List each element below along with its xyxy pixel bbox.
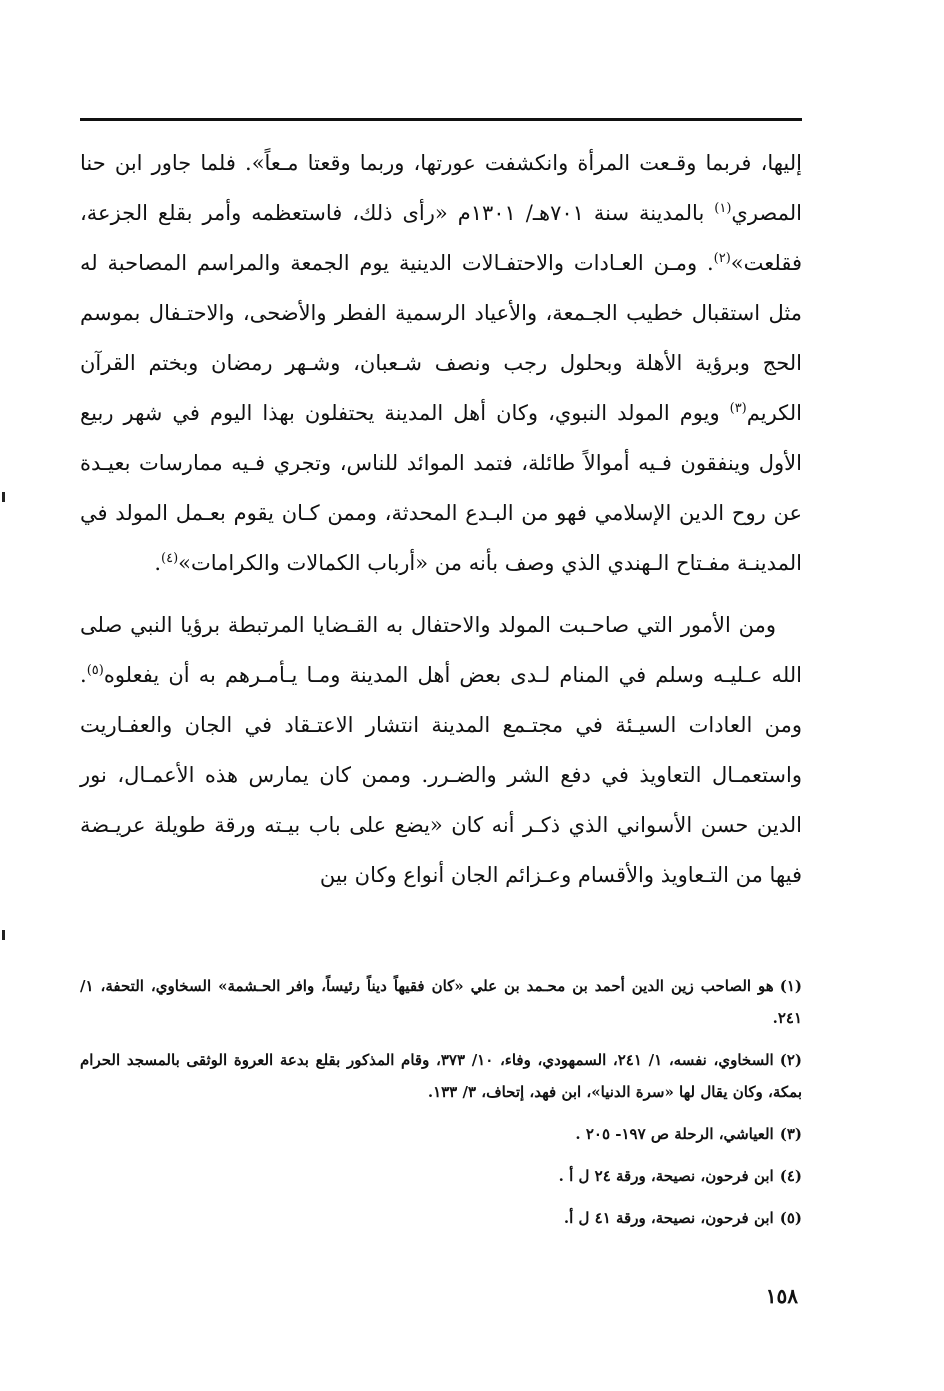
page-number: ١٥٨ xyxy=(765,1284,798,1308)
footnote-number: (٢) xyxy=(779,1051,802,1069)
text-run: إليها، فربما وقـعت المرأة وانكشفت عورتها، وربما وقعتا مـعاً». فلما جاور ابن حنا المصري xyxy=(80,151,802,225)
header-rule xyxy=(80,118,802,121)
text-run: . ومن العادات السيـئة في مجتـمع المدينة انتشار الاعتـقاد في الجان والعفـاريت واستعمـال التعاويذ في دفع الشر والضـرر. وممن كان يمارس هذه الأعمـال، نور الدين حسن الأسواني الذي ذكـر أنه كان «يضع على باب بيـته ورقة طويلة عريـضة فيها من التـعاويذ والأقسام وعـزائم الجان أنواع وكان بين xyxy=(80,663,802,887)
paragraph-1 xyxy=(80,138,802,588)
body-text xyxy=(80,138,802,900)
text-run: بالمدينة سنة ٧٠١هـ/ ١٣٠١م «رأى ذلك، فاستعظمه وأمر بقلع الجزعة، فقلعت» xyxy=(80,201,802,275)
footnote-4 xyxy=(80,1160,802,1192)
footnotes xyxy=(80,970,802,1244)
footnote-5 xyxy=(80,1202,802,1234)
text-run: ومن الأمور التي صاحـبت المولد والاحتفال به القـضايا المرتبطة برؤيا النبي صلى الله عـليـه وسلم في المنام لـدى بعض أهل المدينة ومـا يـأمـرهم به أن يفعلوه xyxy=(80,613,803,687)
footnote-ref: (٣) xyxy=(729,401,747,416)
footnote-number: (١) xyxy=(779,977,802,995)
text-run: ويوم المولد النبوي، وكان أهل المدينة يحتفلون بهذا اليوم في شهر ربيع الأول وينفقون فـيه أموالاً طائلة، فتمد الموائد للناس، وتجري فـيه ممارسات بعيـدة عن روح الدين الإسلامي فهو من البـدع المحدثة، وممن كـان يقوم بعـمل المولد في المدينـة مفـتاح الـهندي الذي وصف بأنه من «أرباب الكمالات والكرامات» xyxy=(80,401,802,575)
footnote-text: ابن فرحون، نصيحة، ورقة ٢٤ ل أ . xyxy=(558,1167,774,1185)
footnote-number: (٤) xyxy=(779,1167,802,1185)
footnote-1 xyxy=(80,970,802,1034)
footnote-text: ابن فرحون، نصيحة، ورقة ٤١ ل أ. xyxy=(563,1209,774,1227)
footnote-2 xyxy=(80,1044,802,1108)
text-run: . ومـن العـادات والاحتفـالات الدينية يوم الجمعة والمراسم المصاحبة له مثل استقبال خطيب الجـمعة، والأعياد الرسمية الفطر والأضحى، والاحتـفال بموسم الحج وبرؤية الأهلة وبحلول رجب ونصف شـعبان، وشـهر رمضان وبختم القرآن الكريم xyxy=(80,251,802,425)
footnote-number: (٥) xyxy=(779,1209,802,1227)
footnote-number: (٣) xyxy=(779,1125,802,1143)
footnote-ref: (٥) xyxy=(86,663,104,678)
footnote-ref: (١) xyxy=(714,201,732,216)
scan-edge-mark xyxy=(2,930,5,940)
footnote-ref: (٤) xyxy=(161,551,179,566)
text-run: . xyxy=(154,551,162,575)
scan-edge-mark xyxy=(2,492,5,502)
footnote-3 xyxy=(80,1118,802,1150)
footnote-text: العياشي، الرحلة ص ١٩٧- ٢٠٥ . xyxy=(575,1125,774,1143)
footnote-text: هو الصاحب زين الدين أحمد بن محـمد بن علي «كان فقيهاً ديناً رئيساً، وافر الحـشمة» السخاوي، التحفة، ١/ ٢٤١. xyxy=(80,977,802,1027)
footnote-ref: (٢) xyxy=(713,251,731,266)
footnote-text: السخاوي، نفسه، ١/ ٢٤١، السمهودي، وفاء، ١٠/ ٣٧٣، وقام المذكور بقلع بدعة العروة الوثقى بالمسجد الحرام بمكة، وكان يقال لها «سرة الدنيا»، ابن فهد، إتحاف، ٣/ ١٣٣. xyxy=(80,1051,802,1101)
paragraph-2 xyxy=(80,600,802,900)
